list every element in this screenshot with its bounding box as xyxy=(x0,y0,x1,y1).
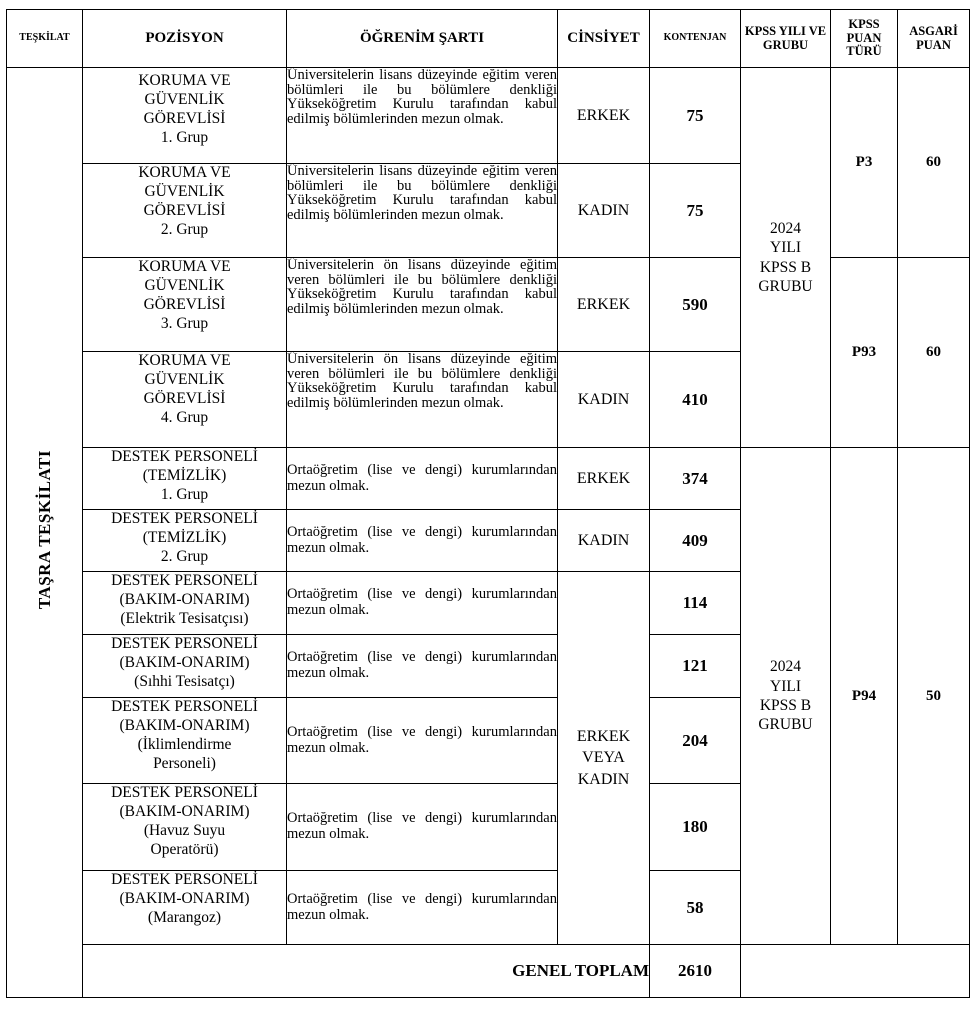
position-cell xyxy=(83,258,287,352)
gender-cell: KADIN xyxy=(558,352,650,448)
position-line: GÜVENLİK xyxy=(144,90,225,108)
education-requirement: Ortaöğretim (lise ve dengi) kurumlarından mezun olmak. xyxy=(287,510,558,572)
quota-cell: 409 xyxy=(650,510,741,572)
position-cell xyxy=(83,784,287,871)
recruitment-table xyxy=(6,9,970,998)
position-line: Operatörü) xyxy=(150,840,219,858)
score-type-cell: P3 xyxy=(831,68,898,258)
quota-cell: 58 xyxy=(650,871,741,945)
quota-cell: 75 xyxy=(650,68,741,164)
position-line: (Havuz Suyu xyxy=(143,821,226,839)
position-line: (BAKIM-ONARIM) xyxy=(119,653,250,671)
education-requirement: Üniversitelerin lisans düzeyinde eğitim veren bölümleri ile bu bölümlere denkliği Yükseköğretim Kurulu tarafından kabul edilmiş bölümlerinden mezun olmak. xyxy=(287,164,558,258)
total-label: GENEL TOPLAM xyxy=(83,945,650,998)
kpss-group-line: YILI xyxy=(770,239,801,257)
position-line: GÖREVLİSİ xyxy=(143,389,226,407)
position-cell xyxy=(83,871,287,945)
min-score-cell: 60 xyxy=(898,68,970,258)
position-line: GÜVENLİK xyxy=(144,370,225,388)
position-line: DESTEK PERSONELİ xyxy=(111,698,258,715)
gender-cell: ERKEK xyxy=(558,68,650,164)
position-cell xyxy=(83,698,287,784)
gender-cell: KADIN xyxy=(558,164,650,258)
education-requirement: Ortaöğretim (lise ve dengi) kurumlarından mezun olmak. xyxy=(287,784,558,871)
kpss-group-line: 2024 xyxy=(770,219,801,237)
position-line: KORUMA VE xyxy=(138,164,231,181)
table-row xyxy=(7,448,970,510)
quota-cell: 374 xyxy=(650,448,741,510)
quota-cell: 114 xyxy=(650,572,741,635)
teskilat-cell xyxy=(7,68,83,998)
position-line: KORUMA VE xyxy=(138,72,231,89)
position-line: GÖREVLİSİ xyxy=(143,295,226,313)
position-line: (Sıhhi Tesisatçı) xyxy=(134,672,235,690)
kpss-group-cell xyxy=(741,68,831,448)
education-requirement: Üniversitelerin ön lisans düzeyinde eğitim veren bölümleri ile bu bölümlere denkliği Yükseköğretim Kurulu tarafından kabul edilmiş bölümlerinden mezun olmak. xyxy=(287,352,558,448)
position-line: 2. Grup xyxy=(160,220,209,238)
header-teskilat: TEŞKİLAT xyxy=(7,10,83,68)
position-line: (TEMİZLİK) xyxy=(142,528,227,546)
position-line: DESTEK PERSONELİ xyxy=(111,572,258,589)
education-requirement: Ortaöğretim (lise ve dengi) kurumlarından mezun olmak. xyxy=(287,448,558,510)
position-cell xyxy=(83,352,287,448)
position-line: 1. Grup xyxy=(160,128,209,146)
education-requirement: Ortaöğretim (lise ve dengi) kurumlarından mezun olmak. xyxy=(287,572,558,635)
position-line: (İklimlendirme xyxy=(137,735,232,753)
kpss-group-line: GRUBU xyxy=(758,716,813,734)
recruitment-table-container xyxy=(6,9,970,998)
position-line: 4. Grup xyxy=(160,408,209,426)
education-requirement: Ortaöğretim (lise ve dengi) kurumlarından mezun olmak. xyxy=(287,635,558,698)
table-row xyxy=(7,68,970,164)
position-line: (BAKIM-ONARIM) xyxy=(119,889,250,907)
position-line: DESTEK PERSONELİ xyxy=(111,784,258,801)
total-row xyxy=(7,945,970,998)
header-ogrenim: ÖĞRENİM ŞARTI xyxy=(287,10,558,68)
kpss-group-line: 2024 xyxy=(770,658,801,676)
position-line: (BAKIM-ONARIM) xyxy=(119,590,250,608)
gender-cell: ERKEK VEYA KADIN xyxy=(558,572,650,945)
quota-cell: 590 xyxy=(650,258,741,352)
header-kpss-yili: KPSS YILI VE GRUBU xyxy=(741,10,831,68)
position-line: DESTEK PERSONELİ xyxy=(111,448,258,465)
total-value: 2610 xyxy=(650,945,741,998)
header-asgari: ASGARİ PUAN xyxy=(898,10,970,68)
quota-cell: 180 xyxy=(650,784,741,871)
position-cell xyxy=(83,572,287,635)
total-empty-cell xyxy=(741,945,970,998)
position-line: 1. Grup xyxy=(160,485,209,503)
teskilat-name: TAŞRA TEŞKİLATI xyxy=(34,450,54,610)
position-line: (Marangoz) xyxy=(147,908,222,926)
position-line: DESTEK PERSONELİ xyxy=(111,871,258,888)
quota-cell: 75 xyxy=(650,164,741,258)
education-requirement: Ortaöğretim (lise ve dengi) kurumlarından mezun olmak. xyxy=(287,871,558,945)
position-line: GÖREVLİSİ xyxy=(143,201,226,219)
position-line: KORUMA VE xyxy=(138,352,231,369)
position-line: KORUMA VE xyxy=(138,258,231,275)
score-type-cell: P94 xyxy=(831,448,898,945)
education-requirement: Üniversitelerin ön lisans düzeyinde eğitim veren bölümleri ile bu bölümlere denkliği Yükseköğretim Kurulu tarafından kabul edilmiş bölümlerinden mezun olmak. xyxy=(287,258,558,352)
min-score-cell: 60 xyxy=(898,258,970,448)
position-cell xyxy=(83,164,287,258)
position-line: DESTEK PERSONELİ xyxy=(111,635,258,652)
kpss-group-line: KPSS B xyxy=(759,697,812,714)
position-cell xyxy=(83,68,287,164)
position-line: GÖREVLİSİ xyxy=(143,109,226,127)
gender-cell: ERKEK xyxy=(558,258,650,352)
kpss-group-line: YILI xyxy=(770,677,801,695)
header-pozisyon: POZİSYON xyxy=(83,10,287,68)
position-cell xyxy=(83,635,287,698)
position-line: (TEMİZLİK) xyxy=(142,466,227,484)
header-kontenjan: KONTENJAN xyxy=(650,10,741,68)
score-type-cell: P93 xyxy=(831,258,898,448)
header-row xyxy=(7,10,970,68)
position-line: 2. Grup xyxy=(160,547,209,565)
quota-cell: 121 xyxy=(650,635,741,698)
kpss-group-cell xyxy=(741,448,831,945)
position-line: 3. Grup xyxy=(160,314,209,332)
header-kpss-puan: KPSS PUAN TÜRÜ xyxy=(831,10,898,68)
education-requirement: Üniversitelerin lisans düzeyinde eğitim veren bölümleri ile bu bölümlere denkliği Yükseköğretim Kurulu tarafından kabul edilmiş bölümlerinden mezun olmak. xyxy=(287,68,558,164)
position-line: DESTEK PERSONELİ xyxy=(111,510,258,527)
education-requirement: Ortaöğretim (lise ve dengi) kurumlarından mezun olmak. xyxy=(287,698,558,784)
header-cinsiyet: CİNSİYET xyxy=(558,10,650,68)
position-line: Personeli) xyxy=(153,754,216,772)
gender-cell: ERKEK xyxy=(558,448,650,510)
kpss-group-line: KPSS B xyxy=(759,258,812,276)
position-line: (BAKIM-ONARIM) xyxy=(119,716,250,734)
position-cell xyxy=(83,448,287,510)
kpss-group-line: GRUBU xyxy=(758,277,813,295)
min-score-cell: 50 xyxy=(898,448,970,945)
position-line: (BAKIM-ONARIM) xyxy=(119,802,250,820)
quota-cell: 410 xyxy=(650,352,741,448)
position-line: (Elektrik Tesisatçısı) xyxy=(120,609,249,627)
position-line: GÜVENLİK xyxy=(144,276,225,294)
gender-cell: KADIN xyxy=(558,510,650,572)
position-cell xyxy=(83,510,287,572)
position-line: GÜVENLİK xyxy=(144,182,225,200)
quota-cell: 204 xyxy=(650,698,741,784)
